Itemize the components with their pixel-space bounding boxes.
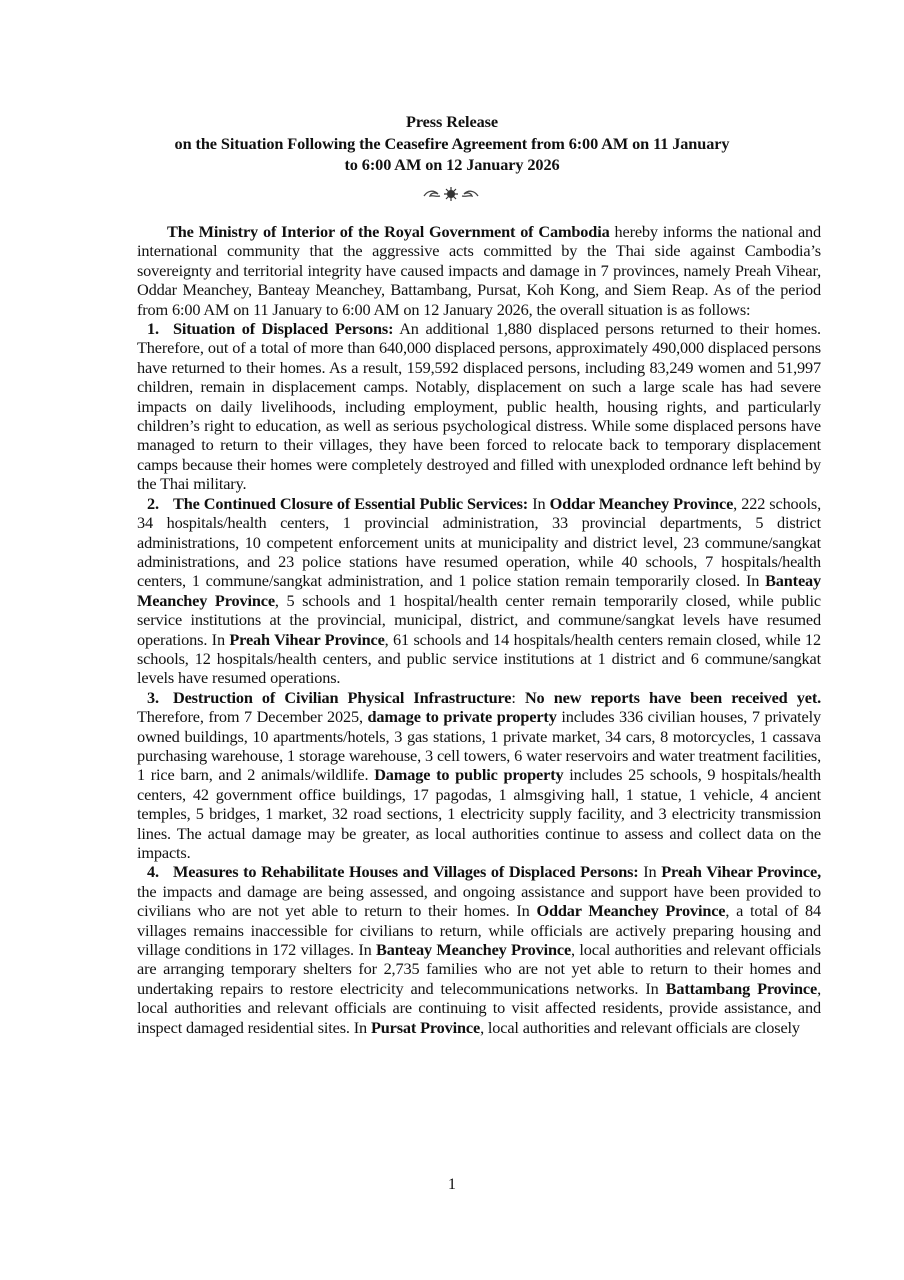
item-number: 2. [147, 493, 159, 513]
item-number: 3. [147, 687, 159, 707]
item-text: the impacts and damage are being assessed, and ongoing assistance and support have been provided to civilians who are not yet able to return to their homes. In [137, 881, 821, 921]
item-text: , 5 schools and 1 hospital/health center remain temporarily closed, while public service institutions at the provincial, municipal, district, and commune/sangkat levels have resumed operations. In [137, 590, 821, 649]
item-heading: Measures to Rehabilitate Houses and Villages of Displaced Persons: [173, 862, 639, 882]
item-text: , local authorities and relevant officials are continuing to visit affected residents, provide assistance, and inspect damaged residential sites. In [137, 978, 821, 1037]
emphasis-text: Damage to public property [374, 765, 564, 785]
item-text: , 61 schools and 14 hospitals/health centers remain closed, while 12 schools, 12 hospitals/health centers, and public service institutions at 1 district and 6 commune/sangkat levels have resumed operations. [137, 629, 821, 688]
document-body [137, 222, 821, 1037]
item-heading: Situation of Displaced Persons: [173, 319, 394, 339]
emphasis-text: damage to private property [367, 707, 557, 727]
page-number: 1 [447, 1174, 457, 1193]
item-text: , local authorities and relevant officials are arranging temporary shelters for 2,735 families who are not yet able to return to their homes and undertaking repairs to restore electricity and telecommunications networks. In [137, 940, 821, 998]
item-heading: The Continued Closure of Essential Public Services: [173, 493, 529, 513]
floral-ornament-icon [422, 186, 480, 202]
province-name: Battambang Province [665, 978, 818, 998]
province-name: Preah Vihear Province, [661, 862, 821, 882]
province-name: Oddar Meanchey Province [549, 493, 734, 513]
document-subtitle-line-2: to 6:00 AM on 12 January 2026 [344, 155, 560, 174]
item-text: includes 25 schools, 9 hospitals/health centers, 42 government office buildings, 17 pagodas, 1 almsgiving hall, 1 statue, 1 vehicle, 4 ancient temples, 5 bridges, 1 market, 32 road sections, 1 electricity supply facility, and 3 electricity transmission lines. The actual damage may be greater, as local authorities continue to assess and collect data on the impacts. [137, 765, 821, 862]
province-name: Oddar Meanchey Province [536, 901, 726, 921]
item-text: Therefore, from 7 December 2025, [137, 707, 368, 727]
document-subtitle-line-1: on the Situation Following the Ceasefire Agreement from 6:00 AM on 11 January [174, 133, 730, 153]
item-text: : [511, 687, 525, 707]
intro-paragraph [137, 222, 821, 319]
emphasis-text: No new reports have been received yet. [524, 687, 822, 707]
item-number: 4. [147, 862, 159, 882]
province-name: Pursat Province [370, 1017, 481, 1037]
intro-text: hereby informs the national and international community that the aggressive acts committed by the Thai side against Cambodia’s sovereignty and territorial integrity have caused impacts and damage in 7 provinces, namely Preah Vihear, Oddar Meanchey, Banteay Meanchey, Battambang, Pursat, Koh Kong, and Siem Reap. As of the period from 6:00 AM on 11 January to 6:00 AM on 12 January 2026, the overall situation is as follows: [137, 222, 822, 319]
item-text: , local authorities and relevant officials are closely [480, 1017, 800, 1037]
item-text: , 222 schools, 34 hospitals/health centers, 1 provincial administration, 33 provincial departments, 5 district administrations, 10 competent enforcement units at municipality and district level, 23 commune/sangkat administrations, and 23 police stations have resumed operation, while 40 schools, 7 hospitals/health centers, 1 commune/sangkat administration, and 1 police station remain temporarily closed. In [137, 493, 822, 591]
item-text: An additional 1,880 displaced persons returned to their homes. Therefore, out of a total of more than 640,000 displaced persons, approximately 490,000 displaced persons have returned to their homes. As a result, 159,592 displaced persons, including 83,249 women and 51,997 children, remain in displacement camps. Notably, displacement on such a large scale has had severe impacts on daily livelihoods, including employment, public health, housing rights, and particularly children’s right to education, as well as serious psychological distress. While some displaced persons have managed to return to their villages, they have been forced to relocate back to temporary displacement camps because their homes were completely destroyed and filled with unexploded ordnance left behind by the Thai military. [137, 319, 821, 494]
item-text: In [528, 493, 550, 513]
province-name: Banteay Meanchey Province [137, 571, 821, 610]
document-title: Press Release [406, 112, 498, 131]
item-displaced-persons [137, 319, 821, 494]
province-name: Preah Vihear Province [229, 629, 385, 649]
item-text: includes 336 civilian houses, 7 privately owned buildings, 10 apartments/hotels, 3 gas stations, 1 private market, 34 cars, 8 motorcycles, 1 cassava purchasing warehouse, 1 storage warehouse, 3 cell towers, 6 water reservoirs and water treatment facilities, 1 rice barn, and 2 animals/wildlife. [137, 707, 821, 785]
intro-bold-lead: The Ministry of Interior of the Royal Government of Cambodia [167, 222, 610, 241]
province-name: Banteay Meanchey Province [376, 940, 572, 960]
item-infrastructure [137, 688, 821, 863]
item-heading: Destruction of Civilian Physical Infrastructure [173, 687, 512, 707]
item-public-services [137, 494, 821, 688]
item-rehabilitation [137, 862, 821, 1037]
title-block [100, 111, 804, 176]
item-text: , a total of 84 villages remains inaccessible for civilians to return, while officials are actively preparing housing and village conditions in 172 villages. In [137, 901, 821, 960]
item-text: In [638, 862, 662, 882]
item-number: 1. [147, 319, 159, 339]
